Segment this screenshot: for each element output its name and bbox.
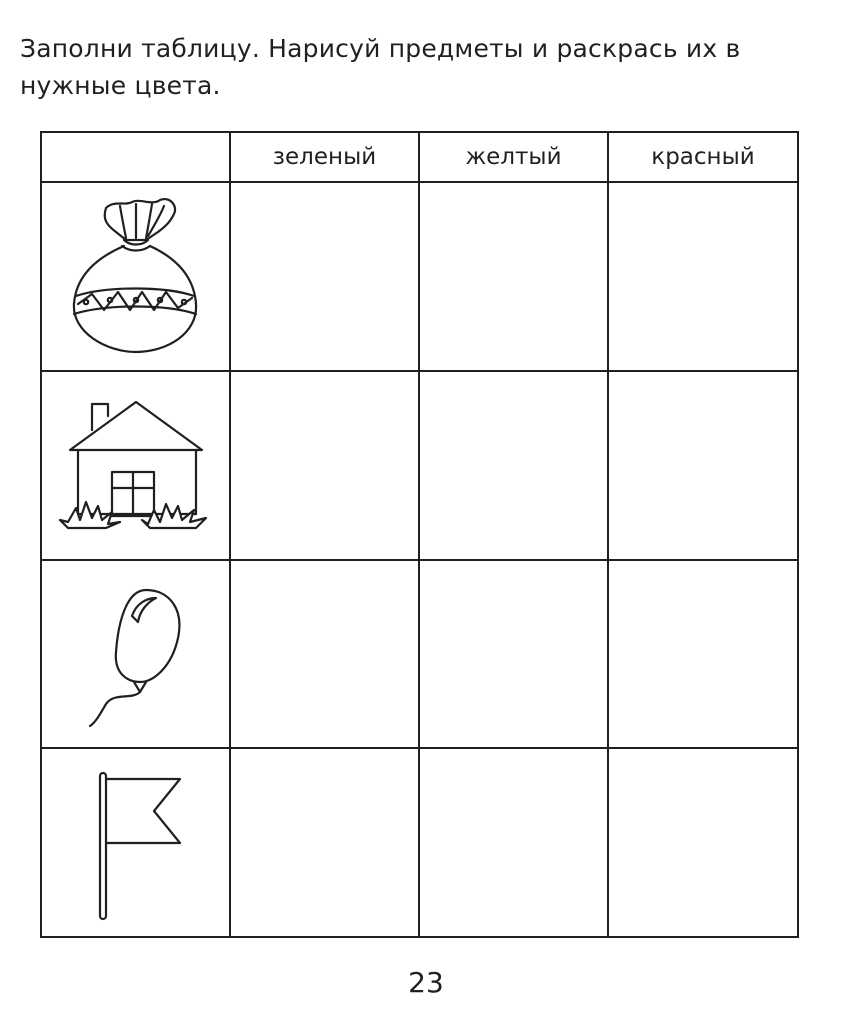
red-drawing-cell[interactable] bbox=[608, 560, 798, 749]
green-drawing-cell[interactable] bbox=[230, 182, 419, 371]
yellow-drawing-cell[interactable] bbox=[419, 748, 608, 937]
balloon-icon bbox=[66, 574, 206, 734]
table-row bbox=[41, 748, 798, 937]
green-drawing-cell[interactable] bbox=[230, 371, 419, 560]
table-row bbox=[41, 371, 798, 560]
picture-cell bbox=[41, 371, 230, 560]
table-header-row bbox=[41, 132, 798, 182]
corner-cell bbox=[41, 132, 230, 182]
picture-cell bbox=[41, 748, 230, 937]
flag-icon bbox=[76, 763, 196, 923]
red-drawing-cell[interactable] bbox=[608, 371, 798, 560]
house-icon bbox=[56, 390, 216, 540]
column-header-yellow: желтый bbox=[419, 132, 608, 182]
yellow-drawing-cell[interactable] bbox=[419, 371, 608, 560]
red-drawing-cell[interactable] bbox=[608, 748, 798, 937]
yellow-drawing-cell[interactable] bbox=[419, 560, 608, 749]
red-drawing-cell[interactable] bbox=[608, 182, 798, 371]
column-header-red: красный bbox=[608, 132, 798, 182]
picture-cell bbox=[41, 560, 230, 749]
instruction-text: Заполни таблицу. Нарисуй предметы и раскрась их в нужные цвета. bbox=[20, 34, 741, 100]
green-drawing-cell[interactable] bbox=[230, 748, 419, 937]
yellow-drawing-cell[interactable] bbox=[419, 182, 608, 371]
picture-cell bbox=[41, 182, 230, 371]
candy-bag-icon bbox=[66, 192, 206, 362]
coloring-table bbox=[40, 131, 799, 938]
column-header-green: зеленый bbox=[230, 132, 419, 182]
page-number: 23 bbox=[408, 966, 444, 999]
table-row bbox=[41, 560, 798, 749]
green-drawing-cell[interactable] bbox=[230, 560, 419, 749]
table-row bbox=[41, 182, 798, 371]
